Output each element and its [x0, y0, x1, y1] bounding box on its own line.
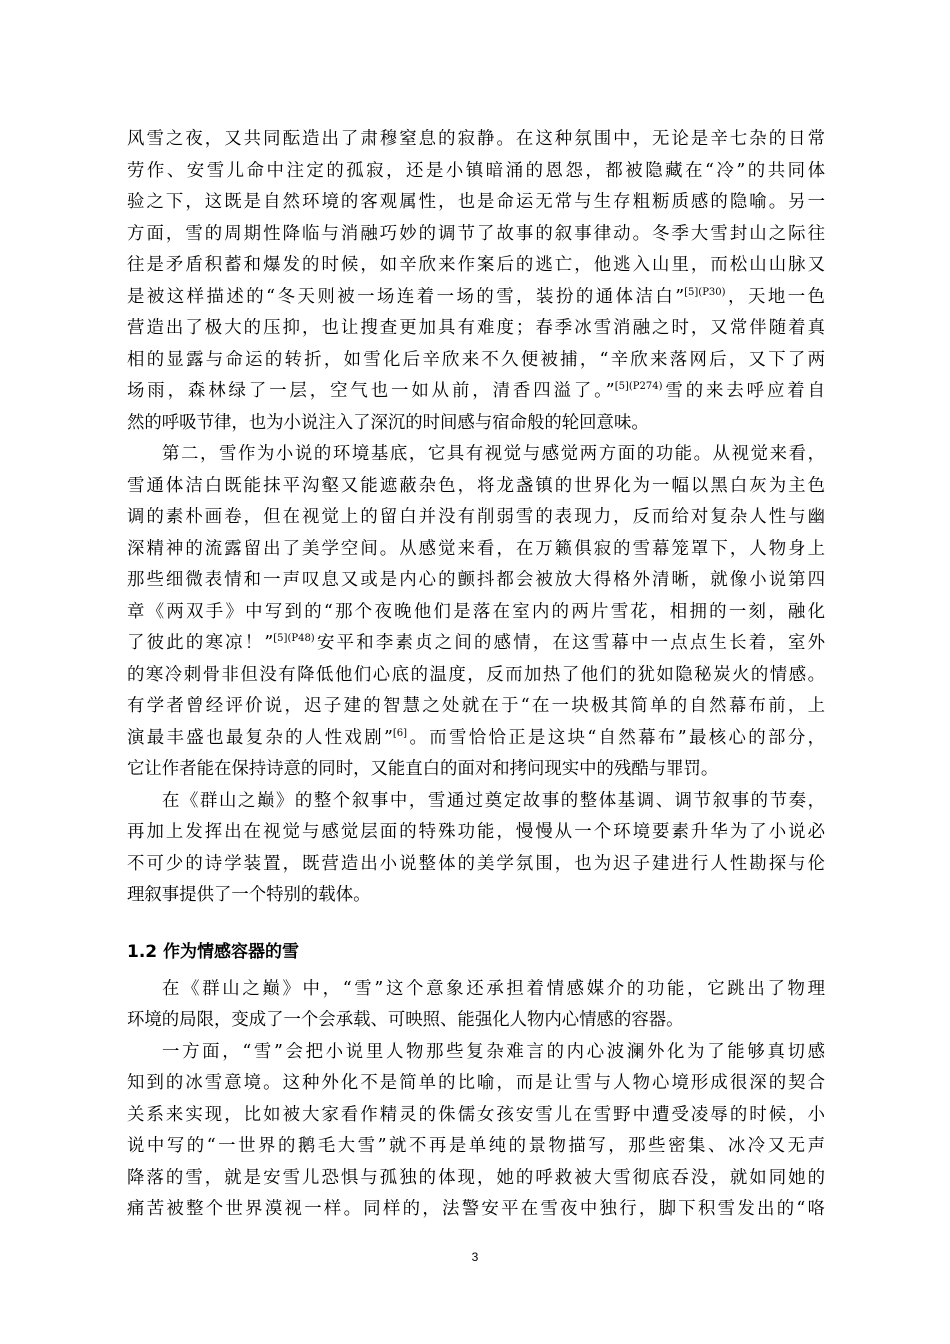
text-line: 往是矛盾积蓄和爆发的时候，如辛欣来作案后的逃亡，他逃入山里，而松山山脉又 [127, 255, 825, 275]
text-line: 深精神的流露留出了美学空间。从感觉来看，在万籁俱寂的雪幕笼罩下，人物身上 [127, 538, 825, 559]
text-line [127, 376, 825, 408]
paragraph [127, 124, 825, 439]
text-span: 。而雪恰恰正是这块“自然幕布”最核心的部分， [407, 727, 825, 748]
text-line [127, 723, 825, 755]
text-line: 营造出了极大的压抑，也让搜查更加具有难度；春季冰雪消融之时，又常伴随着真 [127, 318, 825, 338]
section-heading: 1.2 作为情感容器的雪 [127, 941, 300, 962]
text-line: 那些细微表情和一声叹息又或是内心的颤抖都会被放大得格外清晰，就像小说第四 [127, 570, 825, 590]
text-line: 验之下，这既是自然环境的客观属性，也是命运无常与生存粗粝质感的隐喻。另一 [127, 192, 825, 212]
text-line: 劳作、安雪儿命中注定的孤寂，还是小镇暗涌的恩怨，都被隐藏在“冷”的共同体 [127, 160, 825, 181]
text-line: 知到的冰雪意境。这种外化不是简单的比喻，而是让雪与人物心境形成很深的契合 [127, 1073, 825, 1093]
text-line: 第二，雪作为小说的环境基底，它具有视觉与感觉两方面的功能。从视觉来看， [162, 444, 825, 464]
paragraph [127, 439, 825, 786]
paragraph [127, 974, 825, 1037]
text-span: 演最丰盛也最复杂的人性戏剧” [127, 727, 393, 748]
text-line: 的寒冷刺骨非但没有降低他们心底的温度，反而加热了他们的犹如隐秘炭火的情感。 [127, 664, 825, 685]
text-line: 风雪之夜，又共同酝造出了肃穆窒息的寂静。在这种氛围中，无论是辛七杂的日常 [127, 129, 825, 149]
text-line [127, 282, 825, 314]
text-span: 了彼此的寒凉！” [127, 633, 274, 653]
text-line: 调的素朴画卷，但在视觉上的留白并没有削弱雪的表现力，反而给对复杂人性与幽 [127, 507, 825, 527]
citation: [5](P30) [684, 286, 726, 298]
text-line: 环境的局限，变成了一个会承载、可映照、能强化人物内心情感的容器。 [127, 1010, 684, 1030]
text-line: 章《两双手》中写到的“那个夜晚他们是落在室内的两片雪花，相拥的一刻，融化 [127, 601, 825, 622]
text-line: 再加上发挥出在视觉与感觉层面的特殊功能，慢慢从一个环境要素升华为了小说必 [127, 822, 825, 842]
text-span: 雪的来去呼应着自 [662, 381, 825, 401]
body-text [127, 124, 825, 1226]
text-span: 安平和李素贞之间的感情，在这雪幕中一点点生长着，室外 [314, 633, 825, 653]
text-line: 痛苦被整个世界漠视一样。同样的，法警安平在雪夜中独行，脚下积雪发出的“咯 [127, 1199, 825, 1219]
text-span: 场雨，森林绿了一层，空气也一如从前，清香四溢了。” [127, 381, 615, 401]
citation: [6] [392, 727, 408, 739]
paragraph [127, 1037, 825, 1226]
text-line: 降落的雪，就是安雪儿恐惧与孤独的体现，她的呼救被大雪彻底吞没，就如同她的 [127, 1167, 825, 1188]
text-line: 有学者曾经评价说，迟子建的智慧之处就在于“在一块极其简单的自然幕布前，上 [127, 696, 825, 716]
text-span: ，天地一色 [725, 286, 825, 307]
text-line: 在《群山之巅》中，“雪”这个意象还承担着情感媒介的功能，它跳出了物理 [162, 978, 825, 999]
citation: [5](P274) [614, 381, 663, 392]
page-number: 3 [471, 1250, 479, 1264]
text-line: 它让作者能在保持诗意的同时，又能直白的面对和拷问现实中的残酷与罪罚。 [127, 759, 719, 779]
text-line [127, 628, 825, 660]
text-line: 然的呼吸节律，也为小说注入了深沉的时间感与宿命般的轮回意味。 [127, 412, 649, 433]
text-line: 在《群山之巅》的整个叙事中，雪通过奠定故事的整体基调、调节叙事的节奏， [162, 790, 825, 811]
text-span: 是被这样描述的“冬天则被一场连着一场的雪，装扮的通体洁白” [127, 286, 685, 307]
citation: [5](P48) [273, 633, 315, 644]
text-line: 雪通体洁白既能抹平沟壑又能遮蔽杂色，将龙盏镇的世界化为一幅以黑白灰为主色 [127, 475, 825, 496]
text-line: 理叙事提供了一个特别的载体。 [127, 885, 371, 905]
text-line: 一方面，“雪”会把小说里人物那些复杂难言的内心波澜外化为了能够真切感 [162, 1041, 825, 1062]
paragraph [127, 786, 825, 912]
text-line: 相的显露与命运的转折，如雪化后辛欣来不久便被捕，“辛欣来落网后，又下了两 [127, 349, 825, 370]
text-line: 关系来实现，比如被大家看作精灵的侏儒女孩安雪儿在雪野中遭受凌辱的时候，小 [127, 1104, 825, 1125]
text-line: 方面，雪的周期性降临与消融巧妙的调节了故事的叙事律动。冬季大雪封山之际往 [127, 223, 825, 244]
text-line: 说中写的“一世界的鹅毛大雪”就不再是单纯的景物描写，那些密集、冰冷又无声 [127, 1136, 825, 1156]
text-line: 不可少的诗学装置，既营造出小说整体的美学氛围，也为迟子建进行人性勘探与伦 [127, 853, 825, 874]
